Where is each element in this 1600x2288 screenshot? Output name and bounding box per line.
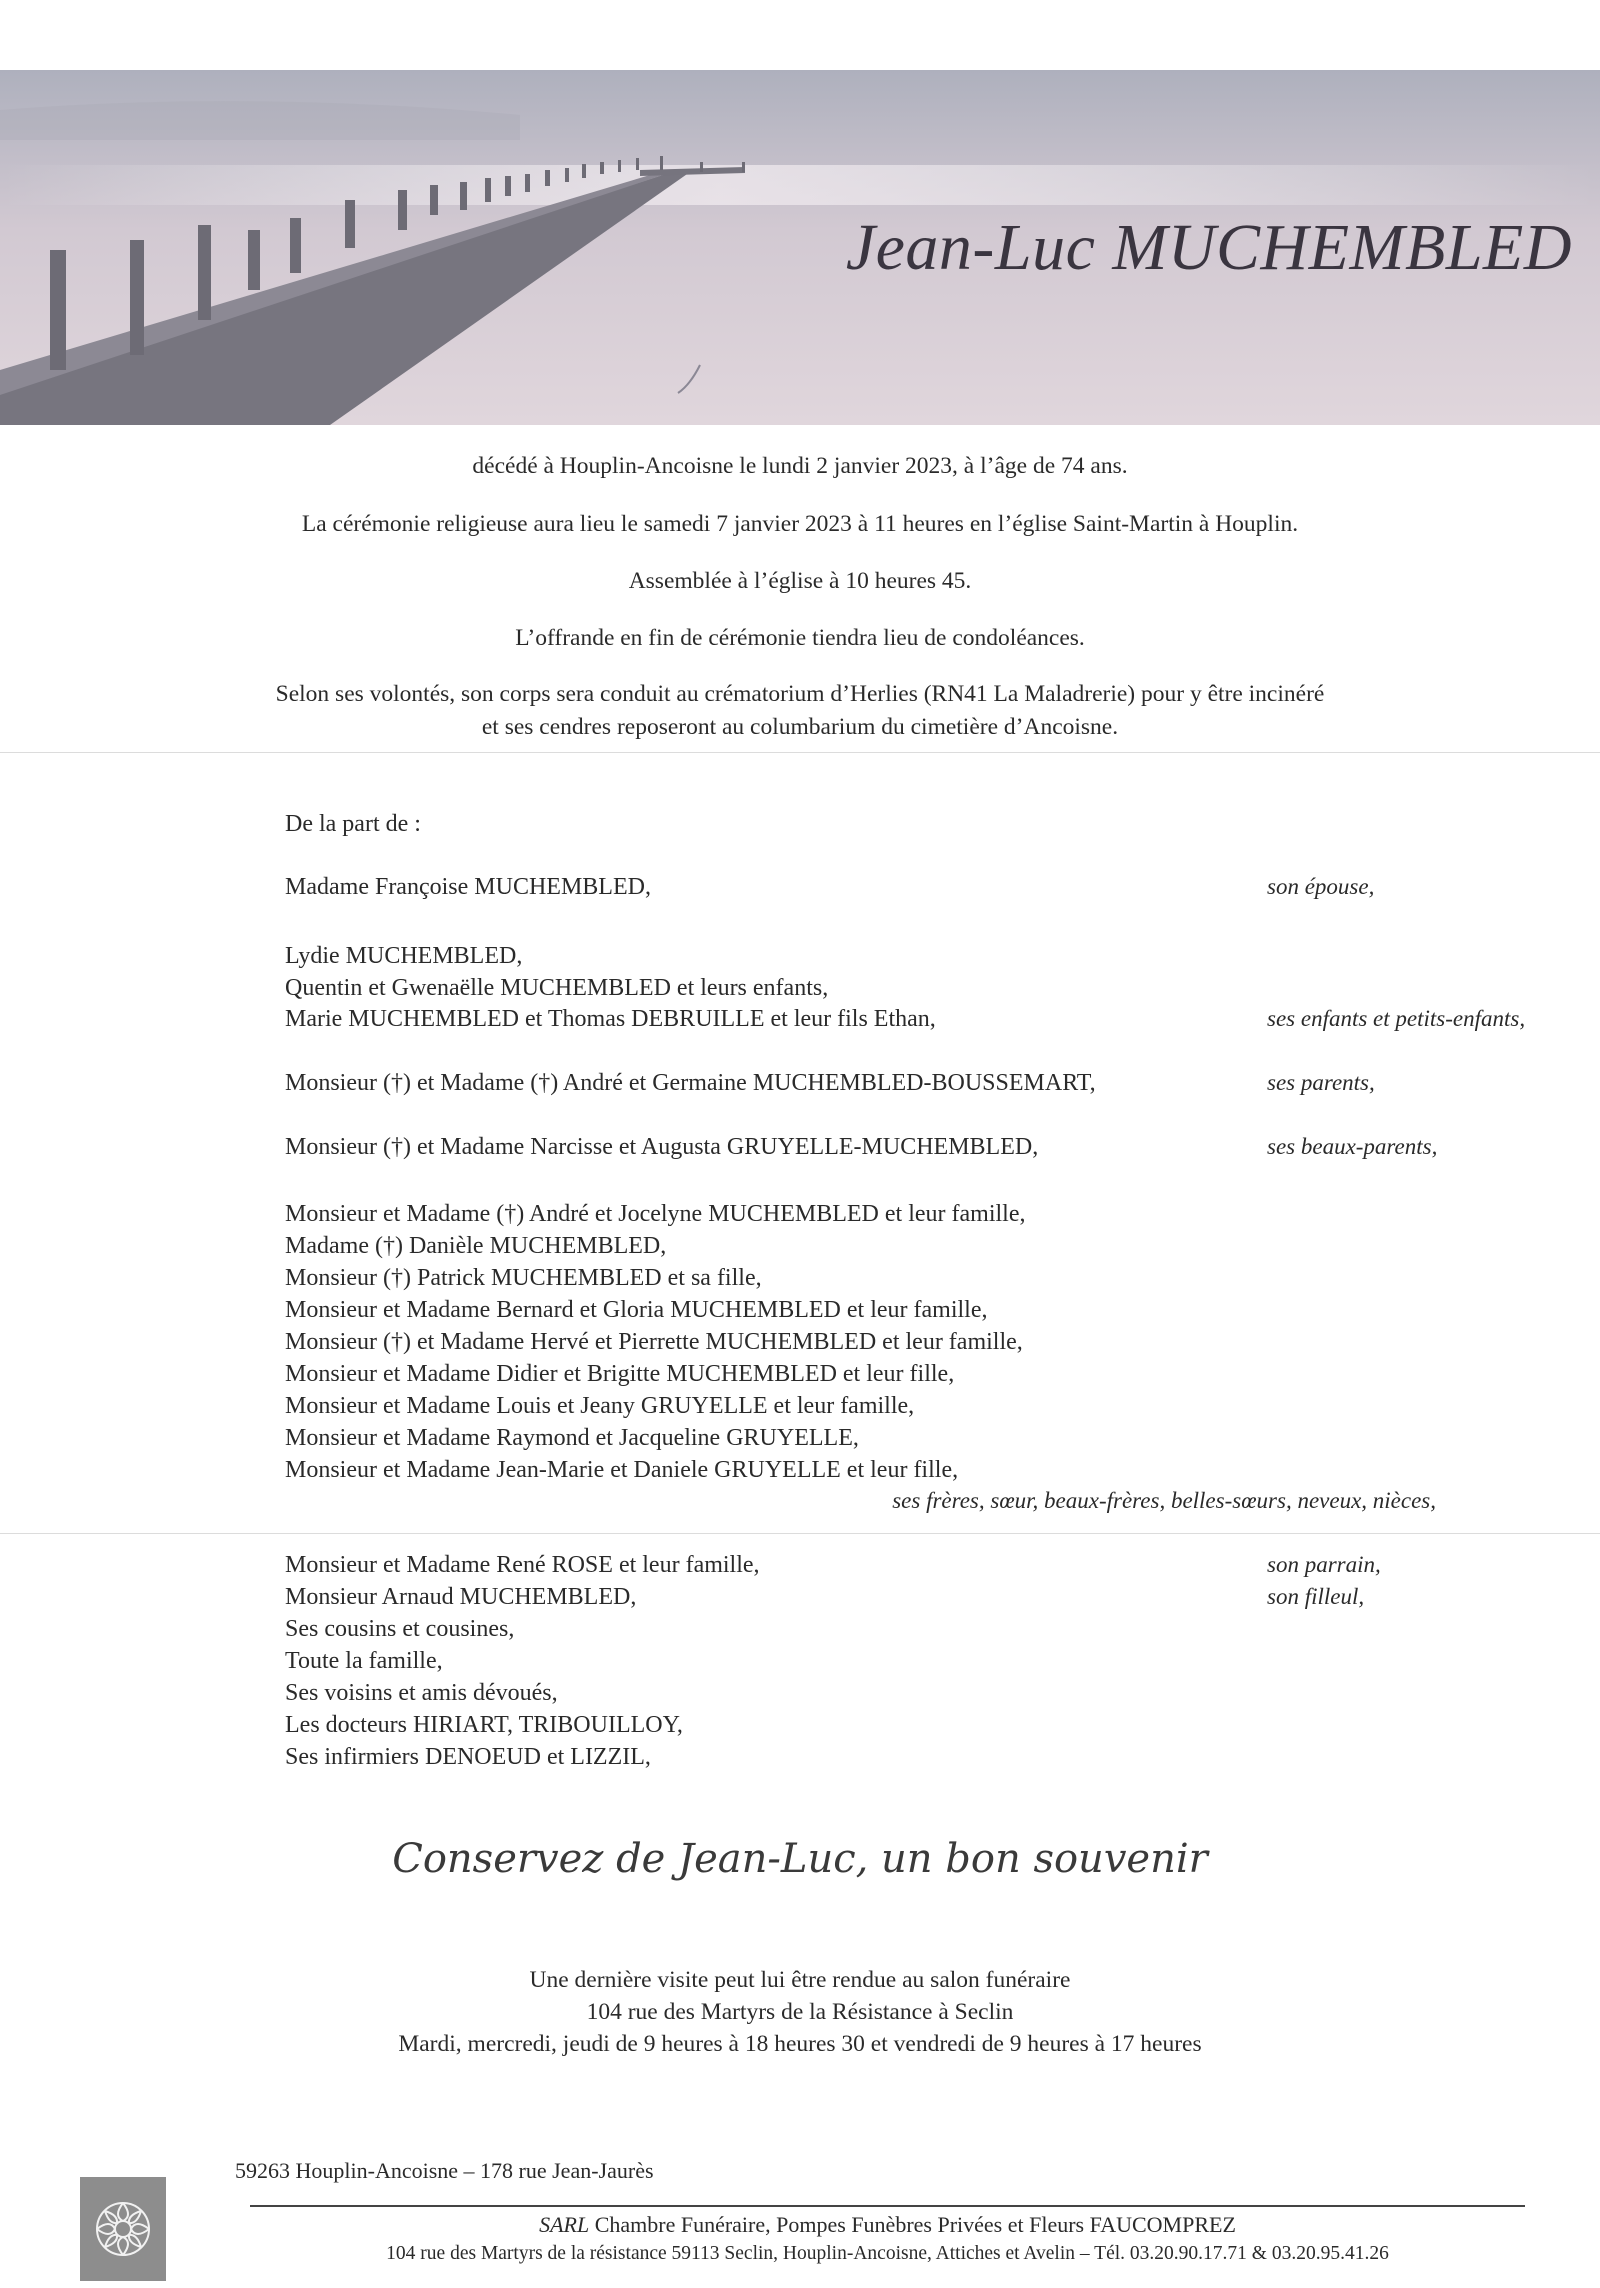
parents-in-law-relation: ses beaux-parents, — [1267, 1134, 1438, 1159]
other-line: Les docteurs HIRIART, TRIBOUILLOY, — [285, 1712, 683, 1738]
funeral-home-logo — [80, 2177, 166, 2281]
company-title: Chambre Funéraire, Pompes Funèbres Privées et Fleurs FAUCOMPREZ — [594, 2212, 1236, 2237]
siblings-relation: ses frères, sœur, beaux-frères, belles-sœurs, neveux, nièces, — [892, 1488, 1436, 1513]
offering-info: L’offrande en fin de cérémonie tiendra lieu de condoléances. — [515, 625, 1085, 651]
parents-relation: ses parents, — [1267, 1070, 1375, 1095]
footer-divider — [250, 2205, 1525, 2207]
remembrance-message: Conservez de Jean-Luc, un bon souvenir — [392, 1836, 1208, 1882]
death-notice: décédé à Houplin-Ancoisne le lundi 2 janvier 2023, à l’âge de 74 ans. — [472, 453, 1128, 479]
cremation-info-line2: et ses cendres reposeront au columbarium du cimetière d’Ancoisne. — [481, 714, 1119, 740]
spouse-name: Madame Françoise MUCHEMBLED, — [285, 874, 651, 900]
sibling-line: Madame (†) Danièle MUCHEMBLED, — [285, 1233, 667, 1259]
godson-relation: son filleul, — [1267, 1584, 1365, 1609]
godfather-relation: son parrain, — [1267, 1552, 1381, 1577]
sibling-line: Monsieur et Madame Raymond et Jacqueline GRUYELLE, — [285, 1425, 859, 1451]
company-contact: 104 rue des Martyrs de la résistance 59113 Seclin, Houplin-Ancoisne, Attiches et Avelin – Tél. 03.20.90.17.71 & 03.20.95.41.26 — [386, 2243, 1389, 2264]
ceremony-info: La cérémonie religieuse aura lieu le samedi 7 janvier 2023 à 11 heures en l’église Saint-Martin à Houplin. — [301, 511, 1299, 537]
company-prefix: SARL — [539, 2212, 590, 2237]
sibling-line: Monsieur et Madame (†) André et Jocelyne MUCHEMBLED et leur famille, — [285, 1201, 1026, 1227]
parents-name: Monsieur (†) et Madame (†) André et Germaine MUCHEMBLED-BOUSSEMART, — [285, 1070, 1096, 1096]
spouse-relation: son épouse, — [1267, 874, 1375, 899]
other-line: Ses voisins et amis dévoués, — [285, 1680, 558, 1706]
visit-line3: Mardi, mercredi, jeudi de 9 heures à 18 heures 30 et vendredi de 9 heures à 17 heures — [398, 2031, 1202, 2057]
family-address: 59263 Houplin-Ancoisne – 178 rue Jean-Jaurès — [235, 2158, 654, 2183]
header-banner — [0, 70, 1600, 425]
sibling-line: Monsieur et Madame Louis et Jeany GRUYELLE et leur famille, — [285, 1393, 915, 1419]
other-line: Ses cousins et cousines, — [285, 1616, 515, 1642]
assembly-info: Assemblée à l’église à 10 heures 45. — [628, 568, 972, 594]
company-name — [250, 2212, 1525, 2238]
visit-line1: Une dernière visite peut lui être rendue au salon funéraire — [529, 1967, 1071, 1993]
other-line: Monsieur et Madame René ROSE et leur famille, — [285, 1552, 760, 1578]
cremation-info-line1: Selon ses volontés, son corps sera conduit au crématorium d’Herlies (RN41 La Maladrerie) pour y être incinéré — [275, 681, 1325, 707]
sibling-line: Monsieur et Madame Bernard et Gloria MUCHEMBLED et leur famille, — [285, 1297, 988, 1323]
sibling-line: Monsieur et Madame Jean-Marie et Daniele GRUYELLE et leur fille, — [285, 1457, 959, 1483]
divider — [0, 1533, 1600, 1534]
other-line: Monsieur Arnaud MUCHEMBLED, — [285, 1584, 637, 1610]
divider — [0, 752, 1600, 753]
sibling-line: Monsieur (†) et Madame Hervé et Pierrette MUCHEMBLED et leur famille, — [285, 1329, 1023, 1355]
sibling-line: Monsieur (†) Patrick MUCHEMBLED et sa fille, — [285, 1265, 762, 1291]
child-line: Quentin et Gwenaëlle MUCHEMBLED et leurs enfants, — [285, 975, 829, 1001]
children-relation: ses enfants et petits-enfants, — [1267, 1006, 1526, 1031]
child-line: Lydie MUCHEMBLED, — [285, 943, 523, 969]
other-line: Ses infirmiers DENOEUD et LIZZIL, — [285, 1744, 651, 1770]
visit-line2: 104 rue des Martyrs de la Résistance à Seclin — [586, 1999, 1014, 2025]
family-intro: De la part de : — [285, 811, 421, 837]
child-line: Marie MUCHEMBLED et Thomas DEBRUILLE et leur fils Ethan, — [285, 1006, 936, 1032]
deceased-name: Jean-Luc MUCHEMBLED — [845, 211, 1572, 284]
other-line: Toute la famille, — [285, 1648, 443, 1674]
parents-in-law-name: Monsieur (†) et Madame Narcisse et Augusta GRUYELLE-MUCHEMBLED, — [285, 1134, 1039, 1160]
sibling-line: Monsieur et Madame Didier et Brigitte MUCHEMBLED et leur fille, — [285, 1361, 955, 1387]
